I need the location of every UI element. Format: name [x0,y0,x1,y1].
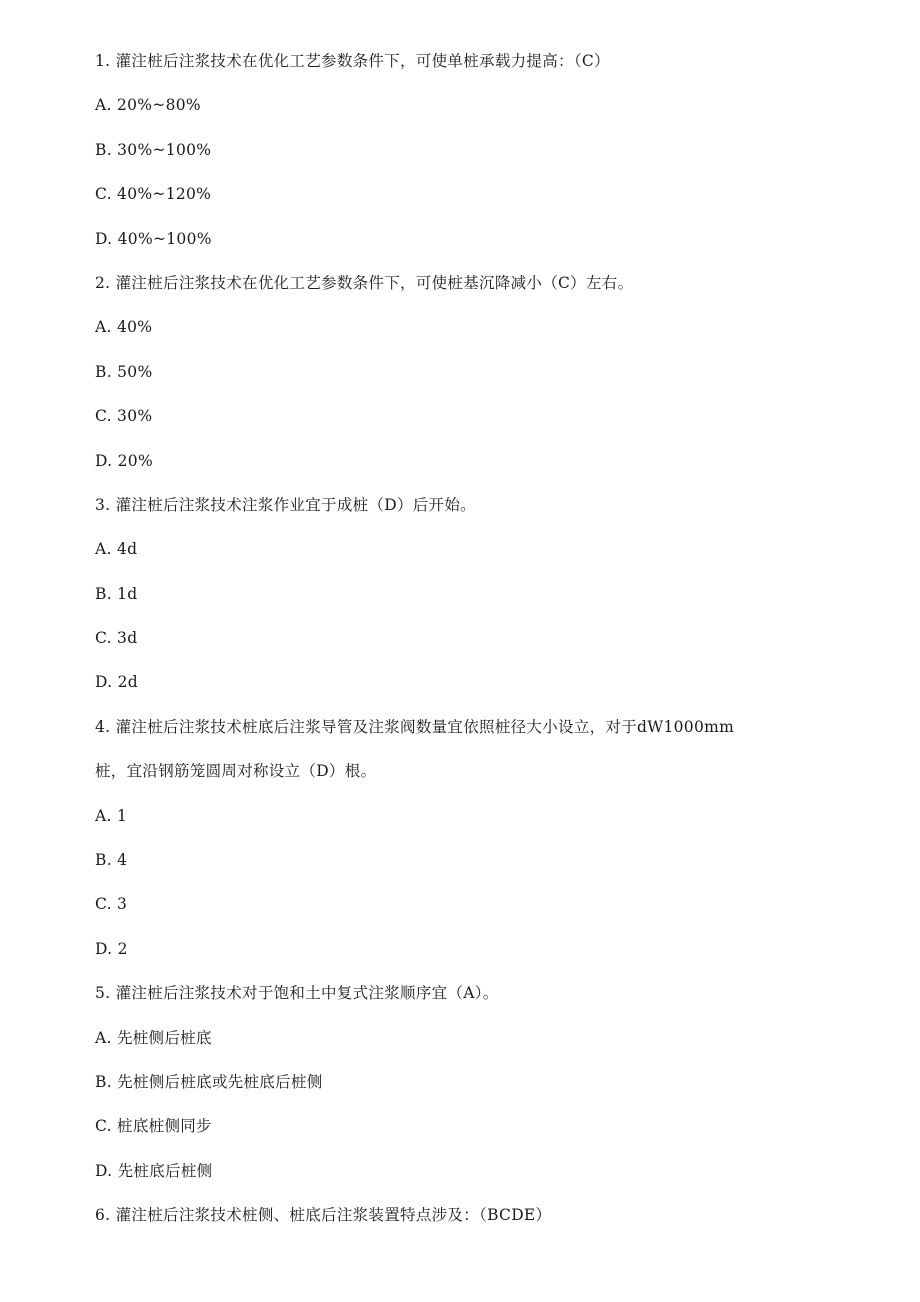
question-1-option-d: D. 40%~100% [95,229,212,248]
question-3-stem: 3. 灌注桩后注浆技术注浆作业宜于成桩（D）后开始。 [95,495,476,514]
question-3-option-a: A. 4d [95,540,138,559]
question-4-option-a: A. 1 [95,806,128,825]
question-2-option-d: D. 20% [95,451,153,470]
question-5-option-a: A. 先桩侧后桩底 [95,1028,212,1047]
question-2-option-c: C. 30% [95,407,153,426]
question-5-option-c: C. 桩底桩侧同步 [95,1117,212,1136]
question-5-stem: 5. 灌注桩后注浆技术对于饱和土中复式注浆顺序宜（A）。 [95,984,499,1003]
question-2-option-b: B. 50% [95,362,153,381]
question-5-option-d: D. 先桩底后桩侧 [95,1161,213,1180]
question-1-option-c: C. 40%~120% [95,185,212,204]
question-2-stem: 2. 灌注桩后注浆技术在优化工艺参数条件下，可使桩基沉降减小（C）左右。 [95,273,634,292]
question-4-option-d: D. 2 [95,939,128,958]
question-5-option-b: B. 先桩侧后桩底或先桩底后桩侧 [95,1072,323,1091]
question-3-option-b: B. 1d [95,584,138,603]
question-2-option-a: A. 40% [95,318,153,337]
question-1-stem: 1. 灌注桩后注浆技术在优化工艺参数条件下，可使单桩承载力提高：（C） [95,52,610,70]
question-1-option-b: B. 30%~100% [95,140,212,159]
document-page [95,50,835,1249]
question-4-option-b: B. 4 [95,851,128,870]
question-4-option-c: C. 3 [95,895,128,914]
question-4-stem: 4. 灌注桩后注浆技术桩底后注浆导管及注浆阀数量宜依照桩径大小设立，对于dW1000mm [95,717,735,736]
question-3-option-c: C. 3d [95,629,138,648]
question-4-stem-continued: 桩，宜沿钢筋笼圆周对称设立（D）根。 [95,762,377,781]
question-3-option-d: D. 2d [95,673,139,692]
question-6-stem: 6. 灌注桩后注浆技术桩侧、桩底后注浆装置特点涉及：（BCDE） [95,1206,552,1225]
question-1-option-a: A. 20%~80% [95,96,201,115]
